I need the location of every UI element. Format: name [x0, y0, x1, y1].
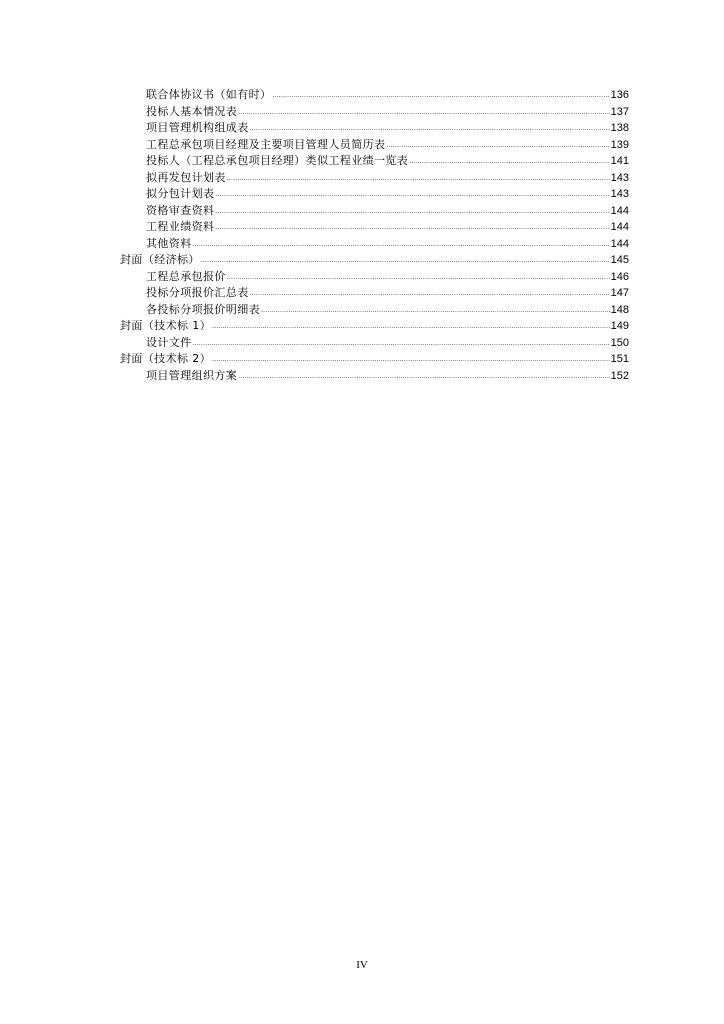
- toc-entry-page: 149: [610, 320, 629, 332]
- toc-entry-title: 封面（经济标）: [120, 253, 200, 266]
- toc-entry-title: 封面（技术标 1）: [120, 319, 212, 332]
- toc-entry-page: 139: [610, 138, 629, 151]
- toc-entry-page: 146: [610, 270, 629, 283]
- toc-entry-title: 投标分项报价汇总表: [146, 286, 249, 299]
- toc-entry-page: 137: [610, 105, 629, 118]
- toc-entry-page: 141: [610, 155, 629, 167]
- toc-entry[interactable]: [146, 269, 629, 286]
- toc-entry[interactable]: [146, 236, 629, 253]
- toc-entry[interactable]: [146, 186, 629, 203]
- toc-section-entry[interactable]: [120, 252, 629, 269]
- toc-entry-title: 投标人基本情况表: [146, 104, 238, 118]
- page-number-footer: IV: [356, 959, 368, 971]
- toc-entry[interactable]: [146, 302, 629, 319]
- toc-entry-page: 144: [610, 221, 629, 233]
- toc-entry-title: 投标人（工程总承包项目经理）类似工程业绩一览表: [146, 154, 409, 167]
- toc-entry[interactable]: [146, 170, 629, 187]
- toc-entry[interactable]: [146, 285, 629, 302]
- toc-entry[interactable]: [146, 219, 629, 236]
- toc-entry-page: 136: [610, 89, 629, 101]
- toc-entry-title: 联合体协议书（如有时）: [146, 88, 272, 101]
- toc-entry-page: 144: [610, 237, 629, 250]
- toc-entry-page: 145: [610, 254, 629, 266]
- toc-entry-title: 资格审查资料: [146, 203, 215, 217]
- table-of-contents: [0, 87, 724, 384]
- toc-entry[interactable]: [146, 203, 629, 220]
- toc-entry-page: 147: [610, 287, 629, 299]
- toc-entry-page: 152: [610, 369, 629, 382]
- toc-entry-title: 工程业绩资料: [146, 220, 215, 233]
- toc-entry[interactable]: [146, 104, 629, 121]
- toc-entry-page: 144: [610, 204, 629, 217]
- toc-entry-title: 拟再发包计划表: [146, 170, 226, 184]
- toc-dot-leader: [238, 367, 609, 386]
- toc-entry-title: 封面（技术标 2）: [120, 352, 212, 365]
- toc-entry-page: 148: [610, 303, 629, 316]
- toc-entry-page: 151: [610, 353, 629, 365]
- toc-entry[interactable]: [146, 120, 629, 137]
- toc-entry-title: 项目管理组织方案: [146, 368, 238, 382]
- toc-section-entry[interactable]: [120, 351, 629, 368]
- toc-entry-title: 拟分包计划表: [146, 187, 215, 200]
- toc-entry-title: 项目管理机构组成表: [146, 121, 249, 134]
- toc-entry-page: 150: [610, 336, 629, 349]
- toc-entry[interactable]: [146, 368, 629, 385]
- toc-section-entry[interactable]: [120, 318, 629, 335]
- toc-entry[interactable]: [146, 137, 629, 154]
- toc-entry-title: 工程总承包报价: [146, 269, 226, 283]
- toc-entry-title: 设计文件: [146, 335, 192, 349]
- toc-entry-title: 工程总承包项目经理及主要项目管理人员简历表: [146, 137, 386, 151]
- toc-entry[interactable]: [146, 153, 629, 170]
- toc-entry-title: 各投标分项报价明细表: [146, 302, 260, 316]
- toc-entry-page: 143: [610, 188, 629, 200]
- toc-entry[interactable]: [146, 335, 629, 352]
- toc-entry-page: 138: [610, 122, 629, 134]
- toc-entry-page: 143: [610, 171, 629, 184]
- toc-entry-title: 其他资料: [146, 236, 192, 250]
- toc-entry[interactable]: [146, 87, 629, 104]
